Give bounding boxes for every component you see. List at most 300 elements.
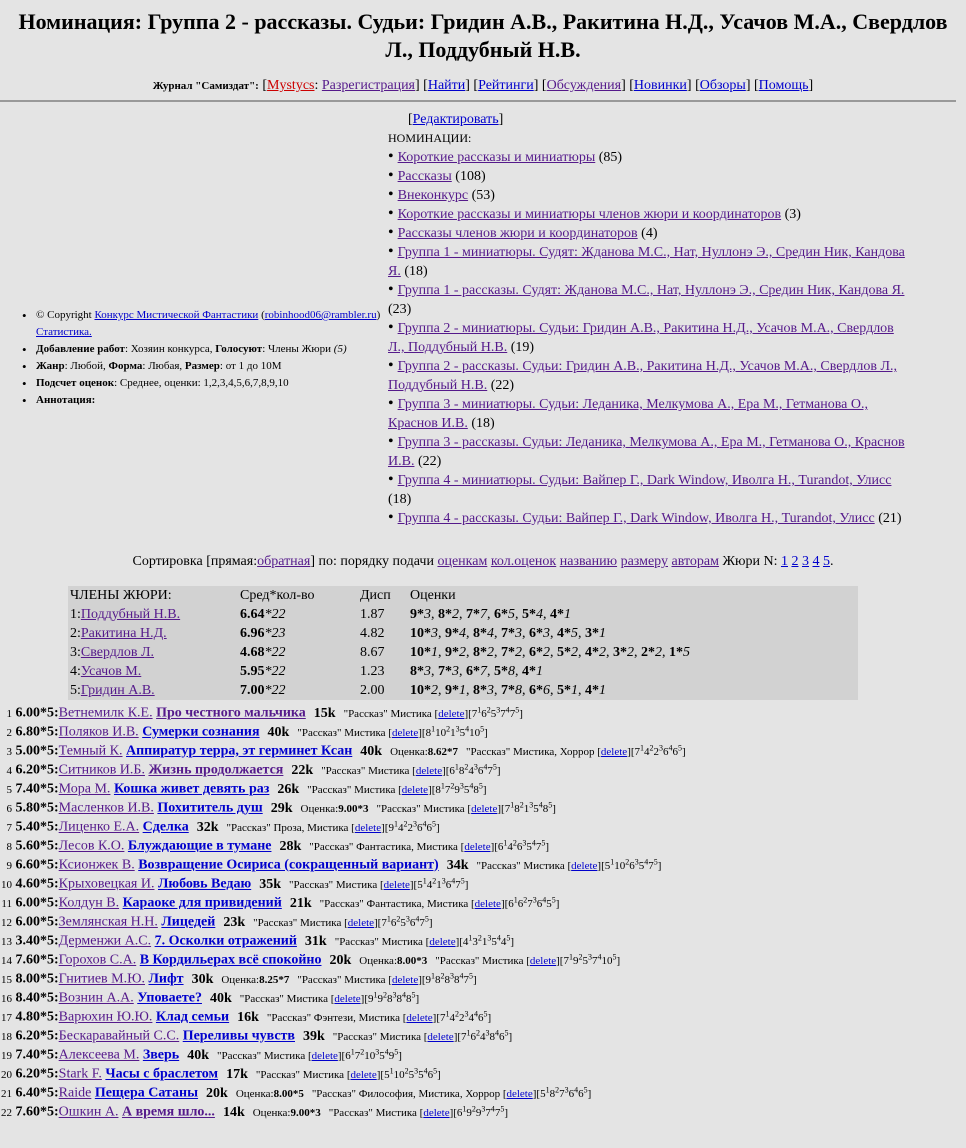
jury-table bbox=[68, 586, 858, 700]
work-title-link[interactable]: Переливы чувств bbox=[182, 1028, 295, 1044]
row-number: 9 bbox=[6, 859, 12, 872]
jury-marks: 10*1, 9*2, 8*2, 7*2, 6*2, 5*2, 4*2, 3*2, 2*2, 1*5 bbox=[410, 644, 690, 660]
row-number: 14 bbox=[1, 954, 12, 967]
work-size: 39k bbox=[303, 1028, 325, 1044]
menu-logout[interactable]: Разрегистрация bbox=[321, 78, 415, 93]
mark: 9* bbox=[445, 682, 459, 698]
nomination-count: (18) bbox=[388, 492, 412, 507]
author-link[interactable]: Алексеева М. bbox=[58, 1047, 140, 1063]
work-score: 6.20*5: bbox=[15, 1066, 59, 1082]
mark-count: 2 bbox=[543, 644, 550, 660]
row-number: 17 bbox=[1, 1011, 12, 1024]
work-row bbox=[0, 852, 966, 871]
work-title-link[interactable]: Лицедей bbox=[161, 914, 216, 930]
copyright-item: • © Copyright Конкурс Мистической Фантастики (robinhood06@rambler.ru) Статистика. bbox=[20, 307, 385, 341]
mark: 5* bbox=[494, 663, 508, 679]
work-score: 7.40*5: bbox=[15, 1047, 59, 1063]
work-title-link[interactable]: Похититель душ bbox=[157, 800, 263, 816]
work-size: 23k bbox=[223, 914, 246, 930]
sort-reverse-link[interactable]: обратная bbox=[257, 554, 311, 569]
jury-row bbox=[68, 662, 692, 681]
delete-link[interactable]: delete bbox=[464, 840, 491, 853]
work-score: 6.00*5: bbox=[15, 705, 59, 721]
mark-count: 3 bbox=[487, 682, 494, 698]
work-row bbox=[0, 719, 966, 738]
top-menu: Журнал "Самиздат": [Mystycs: Разрегистрация] [Найти] [Рейтинги] [Обсуждения] [Новинки] [Обзоры] [Помощь] bbox=[152, 78, 814, 93]
work-score: 5.00*5: bbox=[15, 743, 59, 759]
row-number: 10 bbox=[1, 878, 12, 891]
work-title-link[interactable]: А время шло... bbox=[121, 1104, 215, 1120]
sort-by-author[interactable]: авторам bbox=[671, 554, 719, 569]
work-title-link[interactable]: 7. Осколки отражений bbox=[154, 933, 297, 949]
delete-link[interactable]: delete bbox=[506, 1087, 533, 1100]
bullet-icon: • bbox=[388, 186, 398, 203]
jury-avg: 5.95 bbox=[240, 663, 265, 679]
nomination-item bbox=[388, 243, 908, 281]
work-title-link[interactable]: Сумерки сознания bbox=[142, 724, 260, 740]
mark: 2* bbox=[641, 644, 655, 660]
sort-by-title[interactable]: названию bbox=[559, 554, 618, 569]
row-number: 20 bbox=[1, 1068, 12, 1081]
work-genre: "Рассказ" Мистика $[delete][9^19^28^38^48^5]$ bbox=[239, 990, 420, 1005]
jury-name-link[interactable]: Усачов М. bbox=[80, 663, 142, 679]
bullet-icon: • bbox=[388, 205, 398, 222]
jury-disp: 2.00 bbox=[360, 682, 385, 698]
nominations-list bbox=[388, 148, 908, 528]
delete-link[interactable]: delete bbox=[391, 726, 419, 739]
email-link[interactable]: robinhood06@rambler.ru bbox=[264, 309, 377, 321]
jury-disp: 1.23 bbox=[360, 663, 385, 679]
author-link[interactable]: Вознин А.А. bbox=[58, 990, 134, 1006]
menu-news[interactable]: Новинки bbox=[633, 78, 687, 93]
jury-num: 1: bbox=[70, 606, 81, 622]
work-genre: "Рассказ" Проза, Мистика $[delete][9^14^22^36^46^5]$ bbox=[226, 819, 440, 834]
row-number: 7 bbox=[6, 821, 12, 834]
mark: 8* bbox=[410, 663, 424, 679]
mark: 6* bbox=[494, 606, 508, 622]
nomination-count: (3) bbox=[784, 207, 801, 222]
author-link[interactable]: Ошкин А. bbox=[58, 1104, 119, 1120]
work-size: 35k bbox=[259, 876, 281, 892]
jury-1-link[interactable]: 1 bbox=[780, 554, 788, 569]
jury-name-link[interactable]: Поддубный Н.В. bbox=[80, 606, 181, 622]
nomination-link[interactable]: Группа 3 - миниатюры. Судьи: Леданика, Мелкумова А., Ера М., Гетманова О., Краснов И.В. bbox=[388, 397, 869, 431]
nomination-item bbox=[388, 281, 908, 319]
jury-avg: 4.68 bbox=[240, 644, 265, 660]
mark-count: 3 bbox=[452, 663, 459, 679]
work-size: 17k bbox=[226, 1066, 248, 1082]
mark: 7* bbox=[501, 682, 515, 698]
work-title-link[interactable]: Пещера Сатаны bbox=[94, 1085, 199, 1101]
delete-link[interactable]: delete bbox=[571, 859, 598, 872]
work-title-link[interactable]: В Кордильерах всё спокойно bbox=[139, 952, 322, 968]
author-link[interactable]: Дерменжи А.С. bbox=[58, 933, 152, 949]
work-score: 6.20*5: bbox=[15, 762, 59, 778]
author-link[interactable]: Варюхин Ю.Ю. bbox=[58, 1009, 153, 1025]
menu-ratings[interactable]: Рейтинги bbox=[478, 78, 534, 93]
delete-link[interactable]: delete bbox=[471, 802, 498, 815]
work-row bbox=[0, 757, 966, 776]
author-link[interactable]: Ветнемилк К.Е. bbox=[58, 705, 153, 721]
work-size: 40k bbox=[267, 724, 290, 740]
mark-count: 2 bbox=[487, 644, 494, 660]
row-number: 21 bbox=[1, 1087, 12, 1100]
bullet-icon: • bbox=[388, 509, 398, 526]
nomination-link[interactable]: Группа 4 - рассказы. Судьи: Вайпер Г., Dark Window, Иволга Н., Turandot, Улисс bbox=[397, 511, 875, 526]
bullet-icon: • bbox=[388, 433, 398, 450]
mark: 5* bbox=[522, 606, 536, 622]
count-item: • Подсчет оценок: Среднее, оценки: 1,2,3,4,5,6,7,8,9,10 bbox=[20, 375, 385, 392]
jury-row bbox=[68, 605, 692, 624]
nomination-item bbox=[388, 395, 908, 433]
jury-num: 4: bbox=[70, 663, 81, 679]
delete-link[interactable]: delete bbox=[529, 954, 557, 967]
work-row bbox=[0, 1080, 966, 1099]
work-size: 26k bbox=[277, 781, 300, 797]
nomination-link[interactable]: Короткие рассказы и миниатюры bbox=[397, 150, 596, 165]
nomination-link[interactable]: Короткие рассказы и миниатюры членов жюри и координаторов bbox=[397, 207, 782, 222]
delete-link[interactable]: delete bbox=[474, 897, 501, 910]
work-genre: "Рассказ" Мистика $[delete][9^18^28^38^47^5]$ bbox=[297, 971, 477, 986]
sort-bar: Сортировка [прямая:обратная] по: порядку подачи оценкам кол.оценок названию размеру авторам Жюри N: 1 2 3 4 5. bbox=[132, 554, 834, 569]
jury-row bbox=[68, 681, 692, 700]
work-genre: "Рассказ" Мистика $[delete][7^16^24^38^46^5]$ bbox=[332, 1028, 513, 1043]
mark: 7* bbox=[438, 663, 452, 679]
work-title-link[interactable]: Про честного мальчика bbox=[156, 705, 306, 721]
page-title: Номинация: Группа 2 - рассказы. Судьи: Гридин А.В., Ракитина Н.Д., Усачов М.А., Свердлов Л., Поддубный Н.В. bbox=[18, 9, 948, 62]
row-number: 22 bbox=[1, 1106, 12, 1119]
bullet-icon: • bbox=[388, 357, 398, 374]
works-list bbox=[0, 700, 966, 1118]
jury-num: 5: bbox=[70, 682, 81, 698]
work-score: 6.40*5: bbox=[15, 1085, 59, 1101]
mark-count: 7 bbox=[480, 663, 487, 679]
menu-help[interactable]: Помощь bbox=[758, 78, 809, 93]
mark-count: 2 bbox=[459, 644, 466, 660]
jury-marks: 9*3, 8*2, 7*7, 6*5, 5*4, 4*1 bbox=[410, 606, 571, 622]
work-row bbox=[0, 833, 966, 852]
mark: 4* bbox=[557, 625, 571, 641]
nomination-link[interactable]: Группа 1 - миниатюры. Судят: Жданова М.С., Нат, Нуллонэ Э., Средин Ник, Кандова Я. bbox=[388, 245, 905, 279]
mark: 7* bbox=[466, 606, 480, 622]
mark-count: 8 bbox=[515, 682, 522, 698]
work-score: 8.00*5: bbox=[15, 971, 59, 987]
work-score: 6.60*5: bbox=[15, 857, 59, 873]
work-size: 16k bbox=[237, 1009, 259, 1025]
nomination-item bbox=[388, 167, 908, 186]
work-title-link[interactable]: Клад семьи bbox=[155, 1009, 230, 1025]
nomination-count: (18) bbox=[471, 416, 495, 431]
jury-avg: 6.64 bbox=[240, 606, 265, 622]
work-score: 6.80*5: bbox=[15, 724, 59, 740]
nomination-item bbox=[388, 319, 908, 357]
mark: 10* bbox=[410, 682, 431, 698]
nomination-link[interactable]: Группа 4 - миниатюры. Судьи: Вайпер Г., Dark Window, Иволга Н., Turandot, Улисс bbox=[397, 473, 892, 488]
work-score: 6.00*5: bbox=[15, 895, 59, 911]
jury-count: *22 bbox=[264, 682, 286, 698]
mark-count: 4 bbox=[536, 606, 543, 622]
jury-marks: 8*3, 7*3, 6*7, 5*8, 4*1 bbox=[410, 663, 543, 679]
journal-label: Журнал "Самиздат": bbox=[152, 80, 259, 92]
jury-name-link[interactable]: Ракитина Н.Д. bbox=[80, 625, 167, 641]
mark-count: 5 bbox=[508, 606, 515, 622]
jury-disp: 1.87 bbox=[360, 606, 385, 622]
bullet-icon: • bbox=[388, 395, 398, 412]
work-score: 5.80*5: bbox=[15, 800, 59, 816]
work-row bbox=[0, 985, 966, 1004]
bullet-icon: • bbox=[388, 167, 398, 184]
author-link[interactable]: Горохов С.А. bbox=[58, 952, 137, 968]
mark-count: 1 bbox=[536, 663, 543, 679]
work-score: 6.20*5: bbox=[15, 1028, 59, 1044]
work-title-link[interactable]: Жизнь продолжается bbox=[148, 762, 284, 778]
author-link[interactable]: Темный К. bbox=[58, 743, 123, 759]
mark-count: 2 bbox=[515, 644, 522, 660]
work-size: 14k bbox=[222, 1104, 245, 1120]
jury-3-link[interactable]: 3 bbox=[801, 554, 809, 569]
mark-count: 1 bbox=[571, 682, 578, 698]
author-link[interactable]: Колдун В. bbox=[58, 895, 120, 911]
jury-header-row bbox=[68, 586, 692, 605]
mark: 9* bbox=[445, 625, 459, 641]
mark: 9* bbox=[410, 606, 424, 622]
jury-4-link[interactable]: 4 bbox=[812, 554, 820, 569]
work-row bbox=[0, 700, 966, 719]
author-link[interactable]: Мора М. bbox=[58, 781, 111, 797]
mark: 8* bbox=[473, 644, 487, 660]
jury-num: 3: bbox=[70, 644, 81, 660]
nomination-count: (22) bbox=[490, 378, 515, 393]
row-number: 5 bbox=[6, 783, 12, 796]
delete-link[interactable]: delete bbox=[334, 992, 361, 1005]
nomination-item bbox=[388, 186, 908, 205]
work-row bbox=[0, 966, 966, 985]
work-genre: "Рассказ" Мистика $[delete][7^16^25^37^47^5]$ bbox=[343, 705, 523, 720]
jury-count: *22 bbox=[264, 663, 286, 679]
nomination-count: (23) bbox=[388, 302, 412, 317]
edit-link[interactable]: Редактировать bbox=[412, 112, 499, 127]
row-number: 15 bbox=[1, 973, 12, 986]
nomination-link[interactable]: Рассказы bbox=[397, 169, 452, 184]
author-link[interactable]: Лесов К.О. bbox=[58, 838, 125, 854]
author-link[interactable]: Масленков И.В. bbox=[58, 800, 154, 816]
delete-link[interactable]: delete bbox=[401, 783, 429, 796]
work-genre: "Рассказ" Мистика $[delete][5^110^25^35^46^5]$ bbox=[255, 1066, 441, 1081]
work-size: 20k bbox=[329, 952, 352, 968]
work-title-link[interactable]: Зверь bbox=[142, 1047, 180, 1063]
mark: 6* bbox=[529, 682, 543, 698]
jury-name-link[interactable]: Гридин А.В. bbox=[80, 682, 155, 698]
mark-count: 1 bbox=[564, 606, 571, 622]
jury-5-link[interactable]: 5 bbox=[822, 554, 830, 569]
author-link[interactable]: Землянская Н.Н. bbox=[58, 914, 158, 930]
delete-link[interactable]: delete bbox=[427, 1030, 454, 1043]
delete-link[interactable]: delete bbox=[600, 745, 628, 758]
mark-count: 4 bbox=[459, 625, 466, 641]
work-genre: "Рассказ" Мистика $[delete][6^18^24^36^47^5]$ bbox=[321, 762, 501, 777]
work-title-link[interactable]: Возвращение Осириса (сокращенный вариант) bbox=[138, 857, 439, 873]
row-number: 2 bbox=[6, 726, 12, 739]
mark: 6* bbox=[529, 644, 543, 660]
work-genre: "Рассказ" Мистика $[delete][7^18^21^35^48^5]$ bbox=[376, 800, 556, 815]
author-link[interactable]: Ситников И.Б. bbox=[58, 762, 145, 778]
author-link[interactable]: Raide bbox=[58, 1085, 92, 1101]
work-score: 5.40*5: bbox=[15, 819, 59, 835]
work-title-link[interactable]: Блуждающие в тумане bbox=[127, 838, 272, 854]
bullet-icon: • bbox=[388, 319, 398, 336]
work-row bbox=[0, 928, 966, 947]
mark: 9* bbox=[445, 644, 459, 660]
menu-discussions[interactable]: Обсуждения bbox=[546, 78, 622, 93]
nomination-link[interactable]: Группа 3 - рассказы. Судьи: Леданика, Мелкумова А., Ера М., Гетманова О., Краснов И.В. bbox=[388, 435, 905, 469]
mark: 1* bbox=[669, 644, 683, 660]
bullet-icon: • bbox=[388, 471, 398, 488]
jury-marks: 10*2, 9*1, 8*3, 7*8, 6*6, 5*1, 4*1 bbox=[410, 682, 606, 698]
reader-score: Оценка:8.00*3 bbox=[359, 954, 428, 967]
delete-link[interactable]: delete bbox=[311, 1049, 338, 1062]
row-number: 13 bbox=[1, 935, 12, 948]
bullet-icon: • bbox=[388, 243, 398, 260]
nomination-item bbox=[388, 148, 908, 167]
mark-count: 2 bbox=[571, 644, 578, 660]
nomination-count: (22) bbox=[417, 454, 442, 469]
sort-by-size[interactable]: размеру bbox=[620, 554, 668, 569]
nomination-link[interactable]: Группа 2 - рассказы. Судьи: Гридин А.В., Ракитина Н.Д., Усачов М.А., Свердлов Л., Поддубный Н.В. bbox=[388, 359, 897, 393]
work-size: 40k bbox=[360, 743, 383, 759]
bullet-icon: • bbox=[388, 281, 398, 298]
info-section bbox=[0, 102, 966, 542]
nomination-item bbox=[388, 205, 908, 224]
mark-count: 2 bbox=[599, 644, 606, 660]
add-works-item: • Добавление работ: Хозяин конкурса, Голосуют: Члены Жюри (5) bbox=[20, 341, 385, 358]
work-title-link[interactable]: Часы с браслетом bbox=[105, 1066, 219, 1082]
jury-col-disp: Дисп bbox=[360, 587, 391, 603]
author-link[interactable]: Поляков И.В. bbox=[58, 724, 139, 740]
nomination-item bbox=[388, 357, 908, 395]
row-number: 11 bbox=[1, 897, 12, 910]
mark-count: 5 bbox=[683, 644, 690, 660]
work-genre: "Рассказ" Мистика $[delete][7^16^25^36^47^5]$ bbox=[253, 914, 433, 929]
work-title-link[interactable]: Любовь Ведаю bbox=[157, 876, 252, 892]
work-genre: "Рассказ" Мистика $[delete][8^110^21^35^410^5]$ bbox=[297, 724, 488, 739]
work-row bbox=[0, 738, 966, 757]
row-number: 3 bbox=[6, 745, 12, 758]
mark-count: 1 bbox=[431, 644, 438, 660]
stats-link[interactable]: Статистика. bbox=[36, 326, 92, 338]
work-genre: "Рассказ" Мистика $[delete][5^14^21^36^47^5]$ bbox=[289, 876, 469, 891]
menu-find[interactable]: Найти bbox=[427, 78, 466, 93]
work-score: 4.80*5: bbox=[15, 1009, 59, 1025]
delete-link[interactable]: delete bbox=[438, 707, 465, 720]
work-genre: "Рассказ" Мистика $[delete][6^17^210^35^49^5]$ bbox=[217, 1047, 402, 1062]
nomination-count: (53) bbox=[471, 188, 495, 203]
annotation-item: • Аннотация: bbox=[20, 392, 385, 409]
work-size: 22k bbox=[291, 762, 314, 778]
delete-link[interactable]: delete bbox=[423, 1106, 450, 1119]
mark: 8* bbox=[473, 625, 487, 641]
work-title-link[interactable]: Лифт bbox=[148, 971, 184, 987]
mark-count: 7 bbox=[480, 606, 487, 622]
work-title-link[interactable]: Аппиратур терра, эт герминет Ксан bbox=[126, 743, 353, 759]
nomination-link[interactable]: Внеконкурс bbox=[397, 188, 469, 203]
work-title-link[interactable]: Сделка bbox=[142, 819, 189, 835]
author-link[interactable]: Лиценко Е.А. bbox=[58, 819, 140, 835]
reader-score: Оценка:8.62*7 bbox=[390, 745, 459, 758]
author-link[interactable]: Бескаравайный С.С. bbox=[58, 1028, 180, 1044]
delete-link[interactable]: delete bbox=[391, 973, 419, 986]
delete-link[interactable]: delete bbox=[347, 916, 375, 929]
author-link[interactable]: Stark F. bbox=[58, 1066, 102, 1082]
work-title-link[interactable]: Уповаете? bbox=[137, 990, 202, 1006]
nomination-link[interactable]: Рассказы членов жюри и координаторов bbox=[397, 226, 638, 241]
author-link[interactable]: Ксионжек В. bbox=[58, 857, 135, 873]
menu-mystycs[interactable]: Mystycs bbox=[267, 78, 315, 93]
jury-disp: 4.82 bbox=[360, 625, 385, 641]
jury-count: *22 bbox=[264, 606, 286, 622]
work-row bbox=[0, 1004, 966, 1023]
menu-reviews[interactable]: Обзоры bbox=[699, 78, 746, 93]
work-title-link[interactable]: Кошка живет девять раз bbox=[113, 781, 270, 797]
jury-count: *22 bbox=[264, 644, 286, 660]
work-size: 15k bbox=[313, 705, 336, 721]
reader-score: Оценка:8.00*5 bbox=[235, 1087, 304, 1100]
reader-score: Оценка:9.00*3 bbox=[252, 1106, 321, 1119]
nomination-count: (19) bbox=[510, 340, 535, 355]
mark: 8* bbox=[473, 682, 487, 698]
work-size: 30k bbox=[191, 971, 214, 987]
contest-link[interactable]: Конкурс Мистической Фантастики bbox=[94, 309, 259, 321]
mark-count: 2 bbox=[452, 606, 459, 622]
delete-link[interactable]: delete bbox=[383, 878, 410, 891]
author-link[interactable]: Крыховецкая И. bbox=[58, 876, 155, 892]
nomination-link[interactable]: Группа 1 - рассказы. Судят: Жданова М.С., Нат, Нуллонэ Э., Средин Ник, Кандова Я. bbox=[397, 283, 905, 298]
jury-col-marks: Оценки bbox=[410, 587, 456, 603]
work-title-link[interactable]: Караоке для привидений bbox=[122, 895, 282, 911]
delete-link[interactable]: delete bbox=[350, 1068, 377, 1081]
mark: 4* bbox=[550, 606, 564, 622]
jury-disp: 8.67 bbox=[360, 644, 385, 660]
delete-link[interactable]: delete bbox=[354, 821, 382, 834]
sort-by-score[interactable]: оценкам bbox=[437, 554, 488, 569]
row-number: 4 bbox=[6, 764, 12, 777]
row-number: 18 bbox=[1, 1030, 12, 1043]
work-size: 21k bbox=[289, 895, 312, 911]
sort-by-count[interactable]: кол.оценок bbox=[490, 554, 557, 569]
row-number: 8 bbox=[6, 840, 12, 853]
mark-count: 3 bbox=[424, 606, 431, 622]
genre-item: • Жанр: Любой, Форма: Любая, Размер: от 1 до 10М bbox=[20, 358, 385, 375]
jury-col-name: ЧЛЕНЫ ЖЮРИ: bbox=[70, 587, 172, 603]
work-size: 40k bbox=[209, 990, 232, 1006]
mark: 4* bbox=[522, 663, 536, 679]
delete-link[interactable]: delete bbox=[406, 1011, 433, 1024]
row-number: 6 bbox=[6, 802, 12, 815]
mark: 6* bbox=[529, 625, 543, 641]
author-link[interactable]: Гнитиев М.Ю. bbox=[58, 971, 145, 987]
nomination-item bbox=[388, 471, 908, 509]
delete-link[interactable]: delete bbox=[415, 764, 443, 777]
delete-link[interactable]: delete bbox=[429, 935, 456, 948]
jury-name-link[interactable]: Свердлов Л. bbox=[80, 644, 155, 660]
mark-count: 2 bbox=[655, 644, 662, 660]
jury-2-link[interactable]: 2 bbox=[791, 554, 799, 569]
nomination-link[interactable]: Группа 2 - миниатюры. Судьи: Гридин А.В., Ракитина Н.Д., Усачов М.А., Свердлов Л., Поддубный Н.В. bbox=[388, 321, 894, 355]
work-score: 7.60*5: bbox=[15, 1104, 59, 1120]
mark: 4* bbox=[585, 682, 599, 698]
work-genre: "Рассказ" Мистика, Хоррор $[delete][7^14^22^36^46^5]$ bbox=[466, 743, 686, 758]
mark: 8* bbox=[438, 606, 452, 622]
reader-score: Оценка:9.00*3 bbox=[300, 802, 369, 815]
